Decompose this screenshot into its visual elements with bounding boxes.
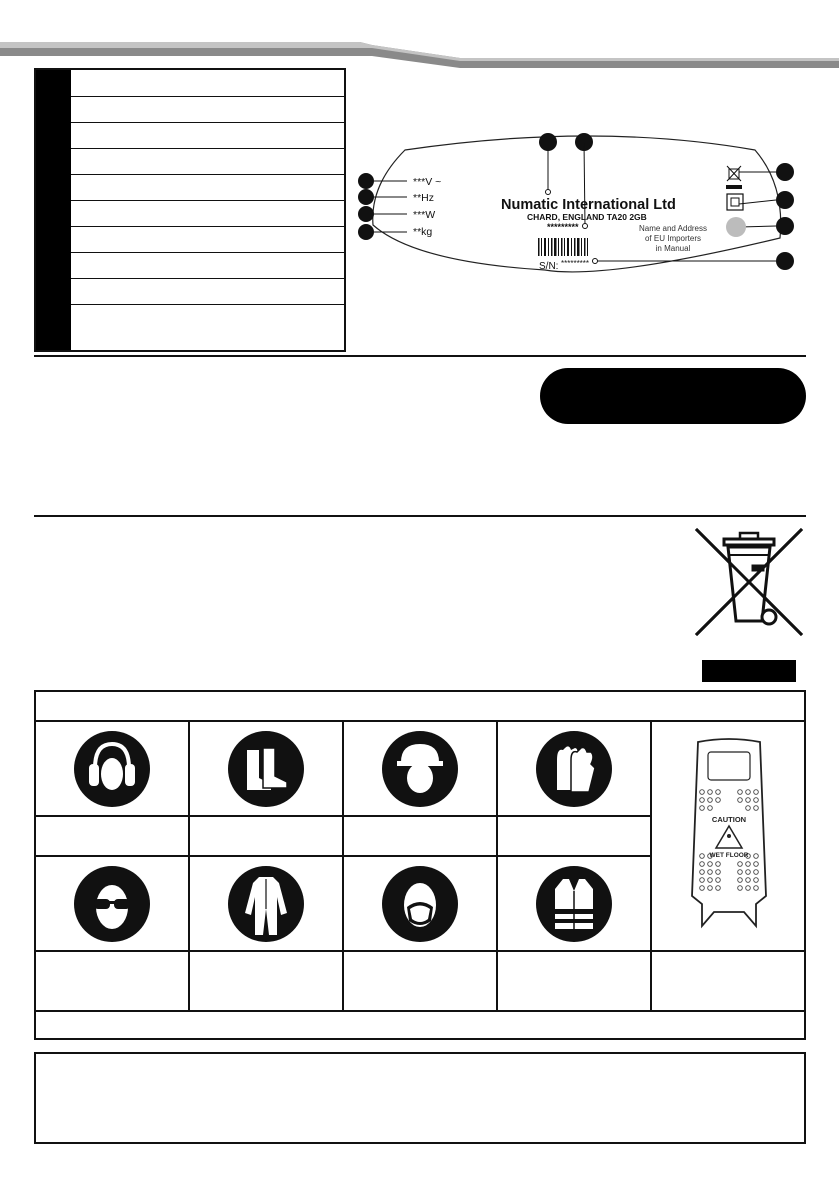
product-code: ********* xyxy=(547,222,579,232)
safety-boots-icon xyxy=(190,722,342,815)
sign-wet-floor-text: WET FLOOR xyxy=(709,852,749,859)
ppe-table xyxy=(34,690,806,1040)
coveralls-icon xyxy=(190,857,342,950)
spec-row xyxy=(71,304,344,350)
divider xyxy=(34,355,806,357)
safety-glasses-icon xyxy=(36,857,188,950)
serial-prefix: S/N: xyxy=(539,261,559,272)
serial-value: ********* xyxy=(561,259,590,268)
company-address: CHARD, ENGLAND TA20 2GB xyxy=(527,212,647,222)
spec-row xyxy=(71,200,344,227)
black-heading-pill xyxy=(540,368,806,424)
header-band xyxy=(0,0,839,70)
ear-protection-icon xyxy=(36,722,188,815)
frequency-text: **Hz xyxy=(413,192,435,204)
rating-label xyxy=(355,130,800,280)
importer-line-2: of EU Importers xyxy=(644,234,702,243)
voltage-text: ***V ~ xyxy=(413,176,442,188)
face-mask-icon xyxy=(344,857,496,950)
spec-table-side-bar xyxy=(36,70,71,350)
notes-box xyxy=(34,1052,806,1144)
spec-row xyxy=(71,174,344,201)
spec-row xyxy=(71,148,344,175)
spec-row xyxy=(71,252,344,279)
divider xyxy=(34,515,806,517)
hard-hat-icon xyxy=(344,722,496,815)
sign-caution-text: CAUTION xyxy=(711,815,747,824)
spec-row xyxy=(71,70,344,97)
weee-black-bar xyxy=(702,660,796,682)
power-text: ***W xyxy=(413,209,436,221)
spec-row xyxy=(71,226,344,253)
ppe-divider xyxy=(36,950,804,952)
wet-floor-caution-sign-icon xyxy=(652,722,806,950)
weee-bin-icon xyxy=(690,525,808,640)
weight-text: **kg xyxy=(413,226,433,238)
gloves-icon xyxy=(498,722,650,815)
importer-line-1: Name and Address xyxy=(638,224,708,233)
spec-row xyxy=(71,278,344,305)
hi-vis-vest-icon xyxy=(498,857,650,950)
spec-row xyxy=(71,96,344,123)
spec-table xyxy=(34,68,346,352)
importer-line-3: in Manual xyxy=(655,244,691,253)
ppe-divider xyxy=(36,1010,804,1012)
company-name: Numatic International Ltd xyxy=(501,197,676,213)
spec-row xyxy=(71,122,344,149)
